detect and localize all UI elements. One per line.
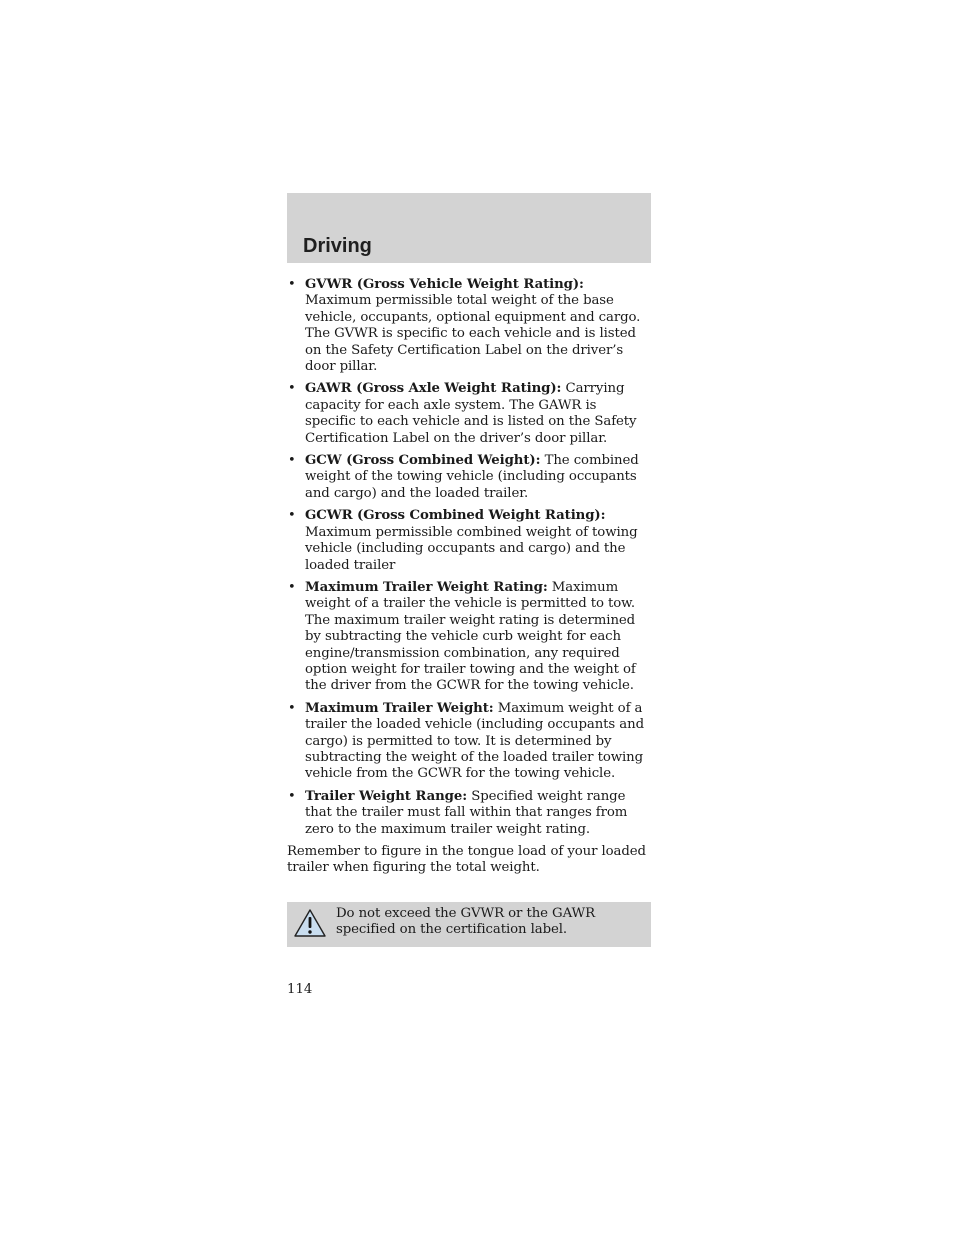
bullet: • xyxy=(288,700,296,716)
bullet: • xyxy=(288,277,296,292)
bullet: • xyxy=(288,453,296,469)
bullet: • xyxy=(288,381,296,397)
definition-item-max-trailer-weight xyxy=(287,701,651,783)
section-header-band xyxy=(287,193,651,263)
definition-item-trailer-weight-range xyxy=(287,789,651,838)
definition-text: Carrying capacity for each axle system. The GAWR is specific to each vehicle and is listed on the Safety Certification Label on the driver’s door pillar. xyxy=(305,381,637,446)
section-title: Driving xyxy=(303,235,372,257)
definition-term: GAWR (Gross Axle Weight Rating): xyxy=(305,381,562,397)
bullet: • xyxy=(288,579,296,595)
definition-text: Maximum permissible combined weight of towing vehicle (including occupants and cargo) and the loaded trailer xyxy=(305,524,638,573)
page-number: 114 xyxy=(287,982,313,997)
definition-term: Maximum Trailer Weight: xyxy=(305,700,494,716)
warning-box xyxy=(287,902,651,947)
definition-item-gcwr xyxy=(287,508,651,574)
definition-term: GCWR (Gross Combined Weight Rating): xyxy=(305,508,606,524)
definition-text: Maximum permissible total weight of the base vehicle, occupants, optional equipment and cargo. The GVWR is specific to each vehicle and is listed on the Safety Certification Label on the driver’s door pillar. xyxy=(305,293,641,375)
definition-term: GCW (Gross Combined Weight): xyxy=(305,453,541,469)
warning-triangle-icon xyxy=(293,908,327,938)
main-content xyxy=(287,277,651,877)
definition-text: Maximum weight of a trailer the loaded vehicle (including occupants and cargo) is permitted to tow. It is determined by subtracting the weight of the loaded trailer towing vehicle from the GCWR for the towing vehicle. xyxy=(305,700,644,782)
definition-term: Trailer Weight Range: xyxy=(305,788,468,804)
definition-list xyxy=(287,277,651,838)
definition-item-gawr xyxy=(287,381,651,447)
bullet: • xyxy=(288,788,296,804)
definition-text: The combined weight of the towing vehicle (including occupants and cargo) and the loaded trailer. xyxy=(305,453,639,501)
warning-text: Do not exceed the GVWR or the GAWR specified on the certification label. xyxy=(336,906,596,938)
definition-term: Maximum Trailer Weight Rating: xyxy=(305,579,548,595)
remember-paragraph: Remember to figure in the tongue load of your loaded trailer when figuring the total weight. xyxy=(287,844,646,876)
definition-term: GVWR (Gross Vehicle Weight Rating): xyxy=(305,277,584,292)
definition-item-gcw xyxy=(287,453,651,502)
definition-item-max-trailer-weight-rating xyxy=(287,580,651,695)
definition-text: Maximum weight of a trailer the vehicle is permitted to tow. The maximum trailer weight rating is determined by subtracting the vehicle curb weight for each engine/transmission combination, any required option weight for trailer towing and the weight of the driver from the GCWR for the towing vehicle. xyxy=(305,579,636,694)
bullet: • xyxy=(288,508,296,524)
definition-item-gvwr xyxy=(287,277,651,375)
definition-text: Specified weight range that the trailer must fall within that ranges from zero to the maximum trailer weight rating. xyxy=(305,788,628,837)
